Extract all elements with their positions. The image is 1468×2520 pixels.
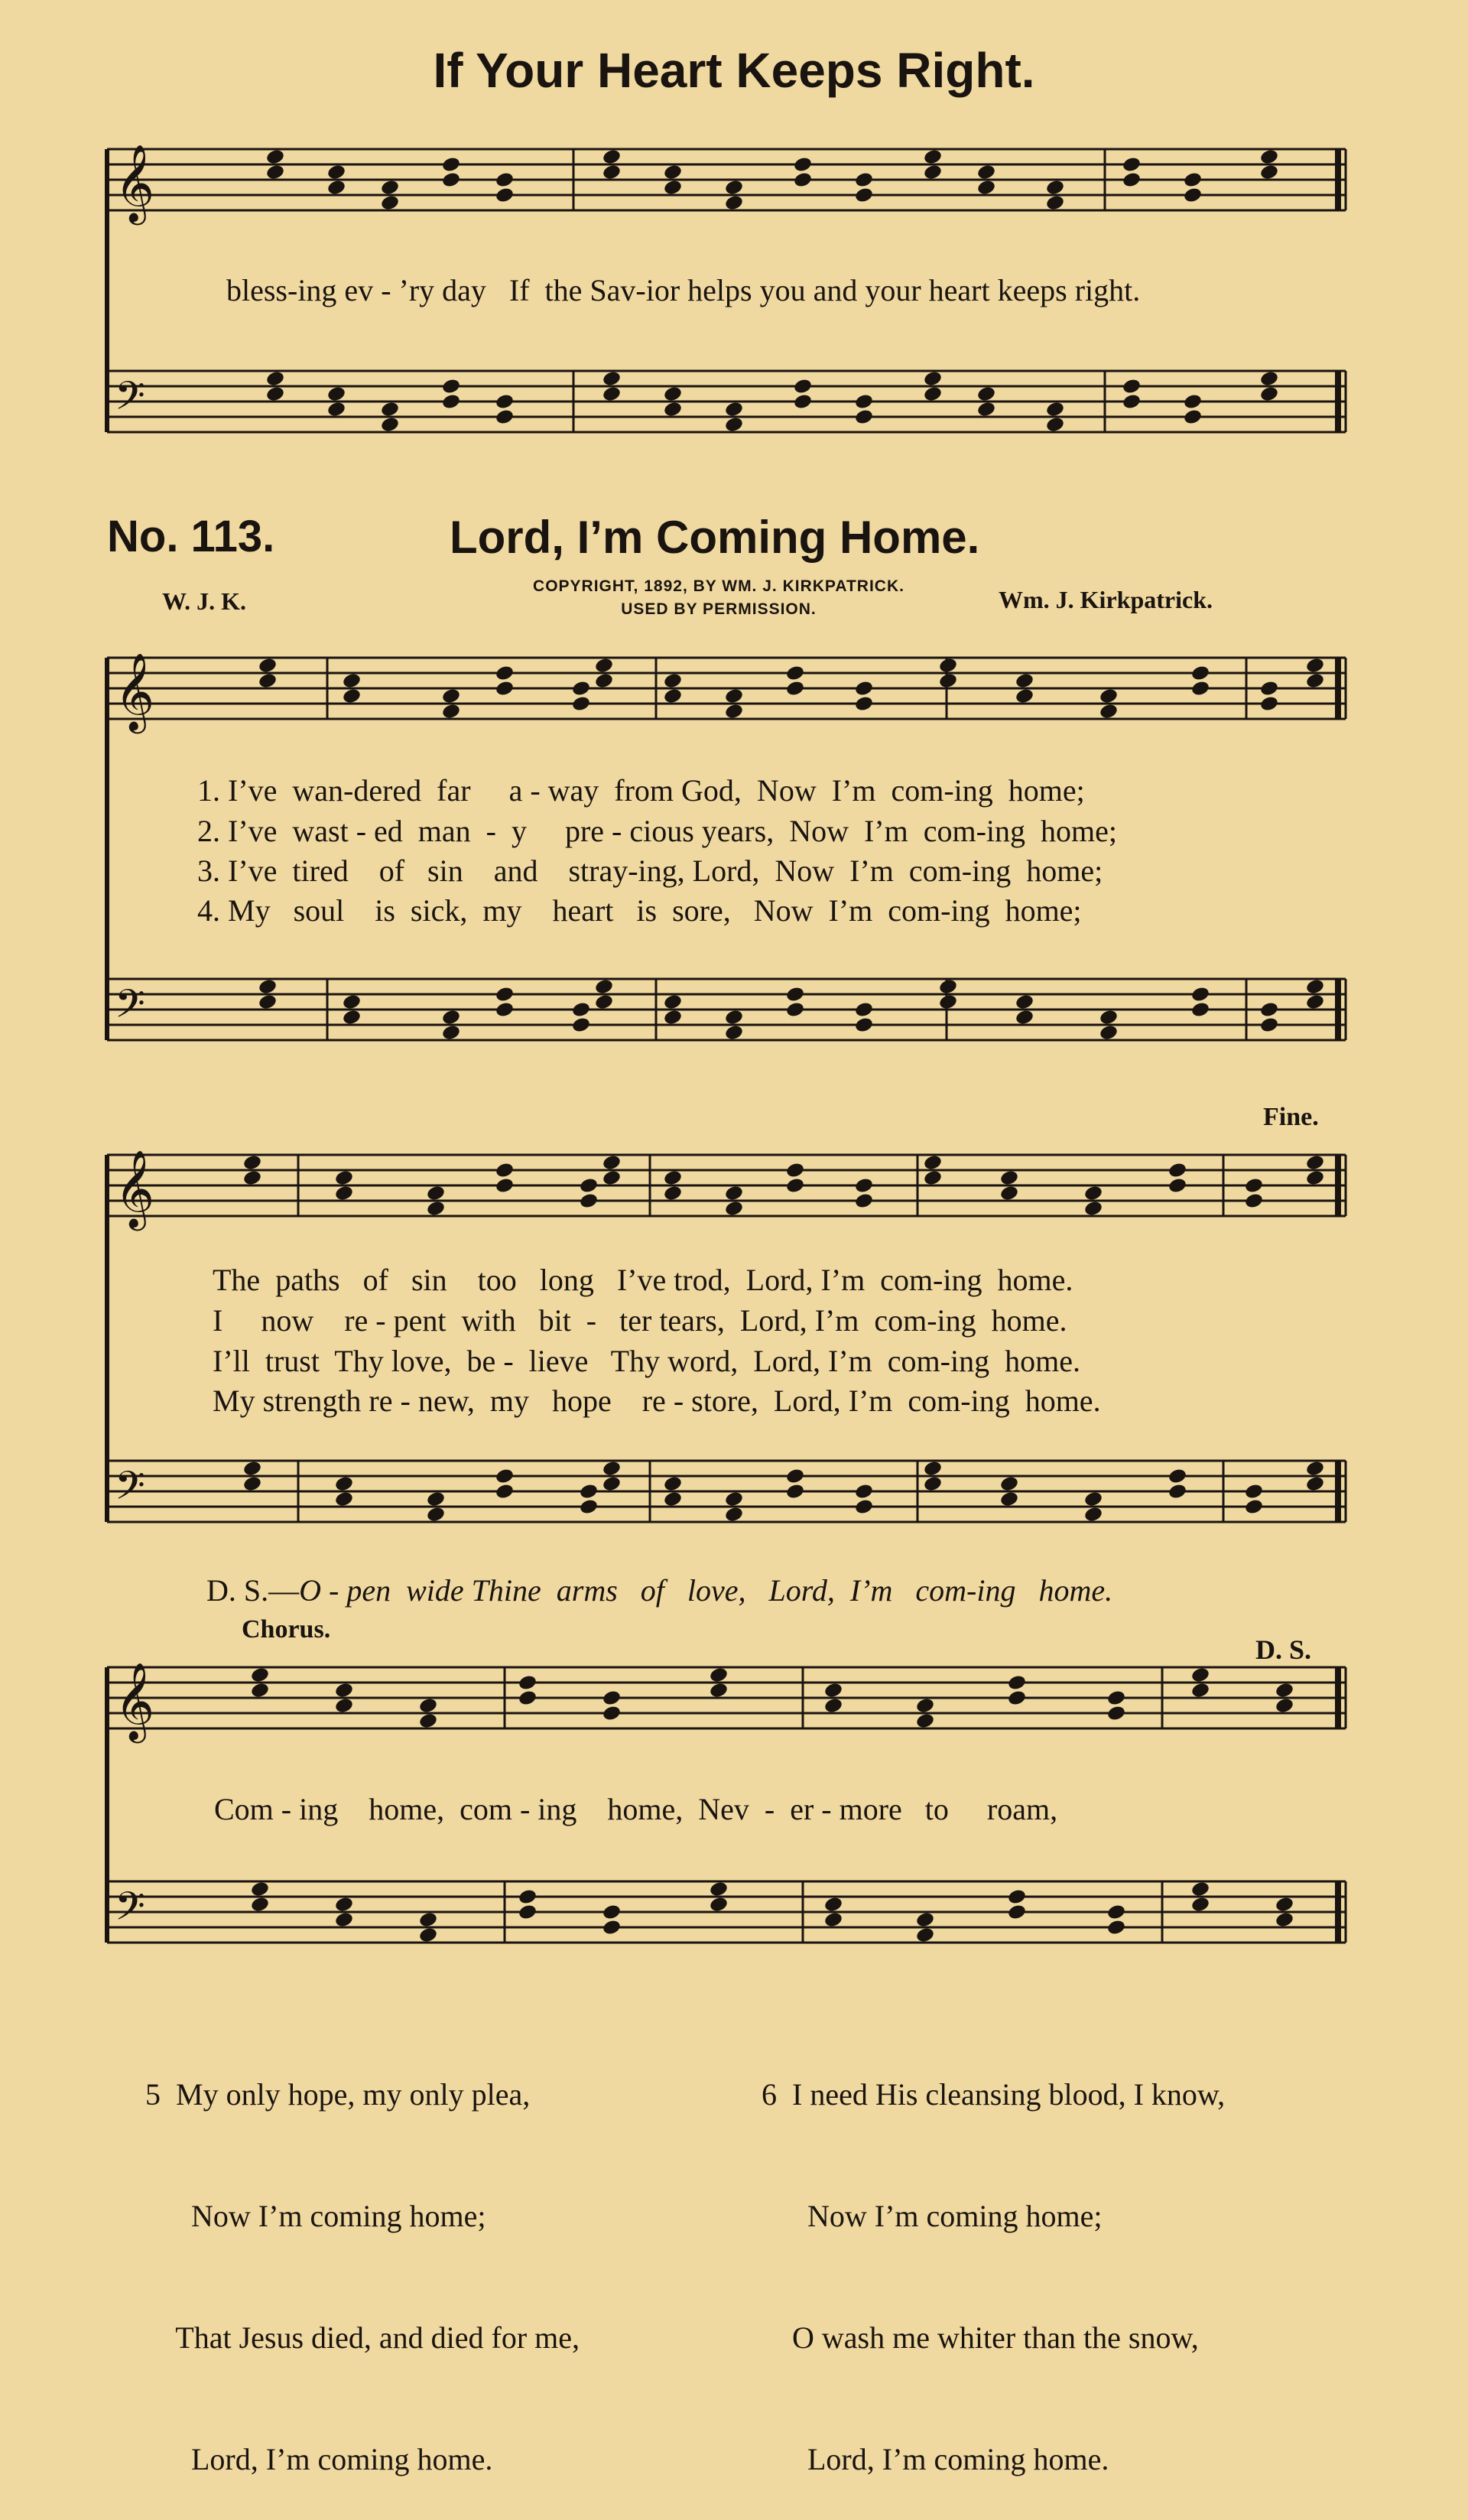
staff-system-2-bass-notehead	[854, 1001, 874, 1019]
staff-system-2-treble-notehead	[258, 672, 278, 690]
staff-system-1-treble-notehead	[663, 179, 683, 197]
staff-system-3-treble-notehead	[1168, 1162, 1187, 1179]
staff-system-1-bass-notehead	[495, 408, 515, 426]
staff-system-2-bass-notehead	[1015, 993, 1034, 1011]
verse-5-line: That Jesus died, and died for me,	[145, 2320, 580, 2355]
staff-system-1-treble-notehead	[380, 194, 400, 212]
staff-system-2-treble-notehead	[594, 657, 614, 675]
staff-system-1-treble-notehead	[265, 164, 285, 181]
staff-system-2-bass-notehead	[1099, 1024, 1119, 1042]
staff-system-1-treble-notehead	[326, 164, 346, 181]
staff-system-3-bass-notehead	[785, 1483, 805, 1501]
staff-system-2-bass-notehead	[938, 978, 958, 996]
staff-system-3-bass-notehead	[724, 1491, 744, 1508]
staff-system-2-treble-notehead	[1015, 672, 1034, 690]
staff-system-3-bass-clef: 𝄢	[115, 1462, 145, 1518]
staff-system-2-treble-notehead	[724, 688, 744, 705]
staff-system-1-treble-notehead	[495, 171, 515, 189]
staff-system-4-treble-notehead	[915, 1697, 935, 1715]
staff-system-2-treble-notehead	[1259, 680, 1279, 697]
ds-prefix: D. S.—	[206, 1573, 300, 1608]
staff-system-3-bass-notehead	[1244, 1483, 1264, 1501]
staff-system-1-treble-notehead	[1259, 148, 1279, 166]
staff-system-1-treble-notehead	[923, 148, 943, 166]
staff-system-1-treble-notehead	[793, 171, 813, 189]
staff-system-4-bass-notehead	[1007, 1888, 1027, 1906]
staff-system-4-bass-notehead	[418, 1911, 438, 1929]
staff-system-3-bass-notehead	[242, 1475, 262, 1493]
staff-system-2-treble-notehead	[1099, 703, 1119, 720]
staff-system-2-bass-notehead	[258, 978, 278, 996]
staff-system-4-bass-notehead	[823, 1911, 843, 1929]
staff-system-2-treble-notehead	[785, 665, 805, 682]
staff-system-1-treble-notehead	[976, 164, 996, 181]
staff-system-4-bass-notehead	[709, 1881, 729, 1898]
staff-system-1-bass-notehead	[265, 385, 285, 403]
staff-system-3-treble-notehead	[579, 1177, 599, 1195]
staff-system-1-treble-notehead	[380, 179, 400, 197]
staff-system-4-treble-notehead	[823, 1682, 843, 1699]
staff-system-1-treble-notehead	[441, 171, 461, 189]
staff-system-1-bass-notehead	[923, 370, 943, 388]
staff-system-3-bass-notehead	[663, 1475, 683, 1493]
staff-system-1-treble-notehead	[923, 164, 943, 181]
staff-system-2-treble-notehead	[663, 672, 683, 690]
fine-label: Fine.	[1263, 1103, 1319, 1131]
verse-6-line: Lord, I’m coming home.	[762, 2442, 1109, 2476]
staff-system-2-treble-clef: 𝄞	[115, 652, 155, 730]
staff-system-1-bass-notehead	[441, 378, 461, 395]
staff-system-4-bass-notehead	[915, 1927, 935, 1944]
verse-5-line: Now I’m coming home;	[145, 2199, 486, 2233]
staff-system-1-bass-notehead	[1183, 393, 1203, 411]
staff-system-2-bass-notehead	[1259, 1016, 1279, 1034]
staff-system-1-treble-notehead	[265, 148, 285, 166]
staff-system-2-treble-notehead	[571, 695, 591, 713]
lyric-verse4-line2: My strength re - new, my hope re - store, Lord, I’m com-ing home.	[213, 1384, 1101, 1418]
staff-system-1-bass-clef: 𝄢	[115, 372, 145, 428]
staff-system-3-bass-notehead	[242, 1460, 262, 1478]
staff-system-3-bass-notehead	[1305, 1460, 1325, 1478]
staff-system-3-treble-notehead	[242, 1169, 262, 1187]
staff-system-3-bass-notehead	[334, 1475, 354, 1493]
staff-system-1-bass-notehead	[663, 401, 683, 418]
staff-system-2-bass-notehead	[342, 993, 362, 1011]
staff-system-2-bass-notehead	[571, 1001, 591, 1019]
staff-system-4-treble-notehead	[602, 1705, 622, 1722]
staff-system-3-bass-notehead	[602, 1460, 622, 1478]
staff-system-3-treble-notehead	[785, 1177, 805, 1195]
staff-system-3-treble-notehead	[426, 1200, 446, 1218]
staff-system-2-bass-notehead	[594, 978, 614, 996]
lyric-verse2-line2: I now re - pent with bit - ter tears, Lord, I’m com-ing home.	[213, 1303, 1067, 1338]
staff-system-1-bass-notehead	[976, 401, 996, 418]
staff-system-2-treble-notehead	[342, 672, 362, 690]
staff-system-3-treble-notehead	[663, 1185, 683, 1202]
staff-system-1-bass-notehead	[1259, 385, 1279, 403]
staff-system-3-treble-notehead	[923, 1169, 943, 1187]
lyric-verse4-line1: 4. My soul is sick, my heart is sore, Now I’m com-ing home;	[197, 893, 1082, 928]
staff-system-3-treble-notehead	[999, 1185, 1019, 1202]
staff-system-1-bass-notehead	[854, 393, 874, 411]
staff-system-4-bass-notehead	[602, 1919, 622, 1936]
staff-system-4-bass-notehead	[518, 1904, 538, 1921]
staff-system-4-bass-notehead	[1275, 1896, 1294, 1914]
staff-system-3-treble-notehead	[334, 1169, 354, 1187]
staff-system-1-bass-notehead	[380, 401, 400, 418]
staff-system-2-treble-notehead	[938, 672, 958, 690]
staff-system-1-bass-notehead	[1122, 378, 1142, 395]
staff-system-2-treble-notehead	[495, 680, 515, 697]
staff-system-2-treble-notehead	[1190, 665, 1210, 682]
staff-system-2-treble-notehead	[1015, 688, 1034, 705]
verse-5-line: Lord, I’m coming home.	[145, 2442, 493, 2476]
staff-system-1-bass-notehead	[380, 416, 400, 434]
staff-system-2-treble-notehead	[1259, 695, 1279, 713]
staff-system-3-bass-notehead	[999, 1475, 1019, 1493]
staff-system-3-treble-notehead	[334, 1185, 354, 1202]
ds-lyric-text: O - pen wide Thine arms of love, Lord, I’m com-ing home.	[299, 1573, 1113, 1608]
staff-system-4-bass-notehead	[1190, 1896, 1210, 1914]
staff-system-4-bass-notehead	[709, 1896, 729, 1914]
staff-system-2-treble-notehead	[571, 680, 591, 697]
staff-system-3-treble-notehead	[923, 1154, 943, 1172]
staff-system-2-bass-notehead	[724, 1024, 744, 1042]
staff-system-1-bass-notehead	[923, 385, 943, 403]
staff-system-1-bass-notehead	[326, 401, 346, 418]
verse-5-line: 5 My only hope, my only plea,	[145, 2077, 531, 2112]
staff-system-4-treble-notehead	[250, 1682, 270, 1699]
staff-system-2-bass-notehead	[1190, 986, 1210, 1003]
staff-system-4-bass-notehead	[915, 1911, 935, 1929]
staff-system-1-bass-notehead	[663, 385, 683, 403]
lyric-verse1-line1: 1. I’ve wan-dered far a - way from God, Now I’m com-ing home;	[197, 773, 1085, 808]
staff-system-4-treble-notehead	[1007, 1674, 1027, 1692]
staff-system-4-bass-notehead	[1275, 1911, 1294, 1929]
staff-system-2-bass-notehead	[258, 993, 278, 1011]
staff-system-3-treble-notehead	[724, 1185, 744, 1202]
staff-system-4-treble-notehead	[1275, 1682, 1294, 1699]
staff-system-4-bass-notehead	[1106, 1919, 1126, 1936]
lyric-verse3-line1: 3. I’ve tired of sin and stray-ing, Lord, Now I’m com-ing home;	[197, 854, 1103, 888]
staff-system-1-treble-notehead	[1183, 187, 1203, 204]
staff-system-3-treble-notehead	[1083, 1185, 1103, 1202]
staff-system-1-bass-notehead	[602, 370, 622, 388]
staff-system-3-bass-notehead	[923, 1475, 943, 1493]
staff-system-3-treble-notehead	[1305, 1169, 1325, 1187]
staff-system-4-treble-notehead	[1190, 1666, 1210, 1684]
chorus-label: Chorus.	[242, 1615, 331, 1644]
staff-system-2-bass-notehead	[1015, 1009, 1034, 1026]
staff-system-3-treble-notehead	[785, 1162, 805, 1179]
ds-label: D. S.	[1255, 1634, 1312, 1665]
staff-system-2-bass-notehead	[594, 993, 614, 1011]
staff-system-2-treble-notehead	[724, 703, 744, 720]
staff-system-2-bass-notehead	[938, 993, 958, 1011]
staff-system-4-treble-clef: 𝄞	[115, 1661, 155, 1740]
staff-system-1-bass-notehead	[326, 385, 346, 403]
staff-system-3-bass-notehead	[579, 1498, 599, 1516]
staff-system-2-treble-notehead	[1190, 680, 1210, 697]
staff-system-1-bass-notehead	[724, 401, 744, 418]
staff-system-4-treble-notehead	[823, 1697, 843, 1715]
staff-system-1-bass-notehead	[1183, 408, 1203, 426]
staff-system-4-treble-notehead	[518, 1689, 538, 1707]
staff-system-3-bass-notehead	[923, 1460, 943, 1478]
staff-system-1-treble-notehead	[602, 148, 622, 166]
copyright-line-1: COPYRIGHT, 1892, BY WM. J. KIRKPATRICK.	[533, 577, 905, 595]
staff-system-1-bass-notehead	[1259, 370, 1279, 388]
staff-system-4-treble-notehead	[1007, 1689, 1027, 1707]
staff-system-2-treble-notehead	[854, 680, 874, 697]
staff-system-3-bass-notehead	[579, 1483, 599, 1501]
staff-system-3-treble-notehead	[999, 1169, 1019, 1187]
staff-system-4-bass-notehead	[1190, 1881, 1210, 1898]
chorus-lyrics: Com - ing home, com - ing home, Nev - er - more to roam,	[214, 1792, 1058, 1826]
staff-system-3-treble-notehead	[1244, 1177, 1264, 1195]
staff-system-2-bass-notehead	[1305, 978, 1325, 996]
hymn-title: Lord, I’m Coming Home.	[450, 512, 980, 563]
staff-system-3-treble-notehead	[426, 1185, 446, 1202]
staff-system-3-bass-notehead	[1083, 1491, 1103, 1508]
staff-system-2-bass-notehead	[1259, 1001, 1279, 1019]
staff-system-1-treble-notehead	[1259, 164, 1279, 181]
staff-system-3-bass-notehead	[495, 1483, 515, 1501]
staff-system-1-bass-notehead	[495, 393, 515, 411]
staff-system-2-treble-notehead	[342, 688, 362, 705]
staff-system-4-treble-notehead	[709, 1682, 729, 1699]
staff-system-1-bass-notehead	[793, 393, 813, 411]
staff-system-1-treble-notehead	[724, 194, 744, 212]
staff-system-2-bass-notehead	[663, 993, 683, 1011]
staff-system-2-treble-notehead	[594, 672, 614, 690]
staff-system-2-treble-notehead	[663, 688, 683, 705]
staff-system-4-bass-notehead	[518, 1888, 538, 1906]
staff-system-3-bass-notehead	[334, 1491, 354, 1508]
staff-system-3-bass-notehead	[1168, 1483, 1187, 1501]
staff-system-1-bass-notehead	[602, 385, 622, 403]
staff-system-1-treble-notehead	[602, 164, 622, 181]
staff-system-1-treble-notehead	[663, 164, 683, 181]
staff-system-3-treble-notehead	[1168, 1177, 1187, 1195]
staff-system-3-treble-notehead	[602, 1154, 622, 1172]
staff-system-3-bass-notehead	[1083, 1506, 1103, 1523]
staff-system-1-bass-notehead	[265, 370, 285, 388]
staff-system-2-bass-notehead	[571, 1016, 591, 1034]
staff-system-3-bass-notehead	[426, 1491, 446, 1508]
staff-system-3-bass-notehead	[495, 1468, 515, 1485]
previous-hymn-lyrics: bless-ing ev - ’ry day If the Sav-ior helps you and your heart keeps right.	[226, 273, 1141, 307]
staff-system-3-treble-clef: 𝄞	[115, 1149, 155, 1227]
staff-system-2-bass-notehead	[1190, 1001, 1210, 1019]
staff-system-4-treble-notehead	[1106, 1689, 1126, 1707]
lyric-verse1-line2: The paths of sin too long I’ve trod, Lord, I’m com-ing home.	[213, 1263, 1073, 1297]
staff-system-4-treble-notehead	[602, 1689, 622, 1707]
staff-system-2-treble-notehead	[1099, 688, 1119, 705]
staff-system-1-treble-notehead	[1045, 179, 1065, 197]
staff-system-4-treble-notehead	[334, 1682, 354, 1699]
lyric-verse3-line2: I’ll trust Thy love, be - lieve Thy word, Lord, I’m com-ing home.	[213, 1344, 1080, 1378]
staff-system-3-treble-notehead	[663, 1169, 683, 1187]
staff-system-3-bass-notehead	[602, 1475, 622, 1493]
words-by: W. J. K.	[162, 587, 246, 615]
staff-system-1-bass-notehead	[1045, 416, 1065, 434]
staff-system-3-bass-notehead	[426, 1506, 446, 1523]
verse-6	[762, 1993, 1225, 2520]
staff-system-2-bass-notehead	[785, 1001, 805, 1019]
staff-system-2-bass-notehead	[495, 986, 515, 1003]
staff-system-1-treble-notehead	[724, 179, 744, 197]
staff-system-3-treble-notehead	[1244, 1192, 1264, 1210]
staff-system-3-bass-notehead	[999, 1491, 1019, 1508]
staff-system-2-treble-notehead	[495, 665, 515, 682]
staff-system-3-treble-notehead	[579, 1192, 599, 1210]
staff-system-4-bass-clef: 𝄢	[115, 1883, 145, 1939]
staff-system-1-bass-notehead	[441, 393, 461, 411]
verse-5	[145, 1993, 580, 2520]
hymn-number: No. 113.	[107, 512, 275, 561]
staff-system-3-bass-notehead	[1168, 1468, 1187, 1485]
copyright-line-2: USED BY PERMISSION.	[621, 600, 817, 618]
staff-system-2-bass-notehead	[1305, 993, 1325, 1011]
staff-system-1-bass-notehead	[854, 408, 874, 426]
staff-system-1-bass-notehead	[1122, 393, 1142, 411]
staff-system-1-treble-clef: 𝄞	[115, 143, 155, 222]
staff-system-1-treble-notehead	[793, 156, 813, 174]
staff-system-2-bass-notehead	[663, 1009, 683, 1026]
staff-system-3-bass-notehead	[785, 1468, 805, 1485]
staff-system-1-bass-notehead	[724, 416, 744, 434]
staff-system-2-bass-notehead	[441, 1024, 461, 1042]
staff-system-3-treble-notehead	[495, 1162, 515, 1179]
staff-system-4-treble-notehead	[1190, 1682, 1210, 1699]
staff-system-2-treble-notehead	[1305, 672, 1325, 690]
staff-system-2-treble-notehead	[938, 657, 958, 675]
staff-system-4-bass-notehead	[250, 1896, 270, 1914]
staff-system-1-treble-notehead	[854, 187, 874, 204]
staff-system-4-bass-notehead	[250, 1881, 270, 1898]
staff-system-2-bass-notehead	[441, 1009, 461, 1026]
staff-system-2-bass-notehead	[342, 1009, 362, 1026]
staff-system-2-treble-notehead	[441, 688, 461, 705]
verse-6-line: O wash me whiter than the snow,	[762, 2320, 1199, 2355]
staff-system-4-bass-notehead	[418, 1927, 438, 1944]
staff-system-1-treble-notehead	[441, 156, 461, 174]
staff-system-3-bass-notehead	[1305, 1475, 1325, 1493]
staff-system-2-bass-clef: 𝄢	[115, 980, 145, 1036]
staff-system-3-treble-notehead	[242, 1154, 262, 1172]
staff-system-4-treble-notehead	[518, 1674, 538, 1692]
staff-system-2-bass-notehead	[495, 1001, 515, 1019]
staff-system-4-treble-notehead	[418, 1712, 438, 1730]
staff-system-1-bass-notehead	[793, 378, 813, 395]
composer: Wm. J. Kirkpatrick.	[999, 586, 1213, 613]
staff-system-2-treble-notehead	[441, 703, 461, 720]
staff-system-3-treble-notehead	[602, 1169, 622, 1187]
staff-system-3-bass-notehead	[663, 1491, 683, 1508]
staff-system-2-treble-notehead	[854, 695, 874, 713]
staff-system-3-bass-notehead	[724, 1506, 744, 1523]
copyright-notice	[428, 575, 1009, 621]
staff-system-3-treble-notehead	[854, 1177, 874, 1195]
staff-system-2-bass-notehead	[854, 1016, 874, 1034]
staff-system-3-treble-notehead	[724, 1200, 744, 1218]
staff-system-3-treble-notehead	[495, 1177, 515, 1195]
ds-lyric-line	[206, 1572, 1112, 1608]
staff-system-1-treble-notehead	[1183, 171, 1203, 189]
staff-system-4-treble-notehead	[334, 1697, 354, 1715]
verse-6-line: Now I’m coming home;	[762, 2199, 1103, 2233]
staff-system-2-bass-notehead	[724, 1009, 744, 1026]
staff-system-1-treble-notehead	[976, 179, 996, 197]
staff-system-4-bass-notehead	[1106, 1904, 1126, 1921]
staff-system-3-bass-notehead	[854, 1483, 874, 1501]
staff-system-3-treble-notehead	[1305, 1154, 1325, 1172]
staff-system-4-treble-notehead	[915, 1712, 935, 1730]
staff-system-1-bass-notehead	[1045, 401, 1065, 418]
staff-system-2-bass-notehead	[1099, 1009, 1119, 1026]
staff-system-1-treble-notehead	[495, 187, 515, 204]
staff-system-1-bass-notehead	[976, 385, 996, 403]
previous-hymn-title: If Your Heart Keeps Right.	[433, 43, 1035, 98]
staff-system-4-treble-notehead	[250, 1666, 270, 1684]
staff-system-4-treble-notehead	[709, 1666, 729, 1684]
staff-system-1-treble-notehead	[1122, 171, 1142, 189]
lyric-verse2-line1: 2. I’ve wast - ed man - y pre - cious years, Now I’m com-ing home;	[197, 814, 1118, 848]
staff-system-3-bass-notehead	[854, 1498, 874, 1516]
staff-system-4-bass-notehead	[334, 1896, 354, 1914]
staff-system-2-treble-notehead	[1305, 657, 1325, 675]
staff-system-1-treble-notehead	[1122, 156, 1142, 174]
staff-system-3-treble-notehead	[1083, 1200, 1103, 1218]
staff-system-1-treble-notehead	[1045, 194, 1065, 212]
verse-6-line: 6 I need His cleansing blood, I know,	[762, 2077, 1226, 2112]
staff-system-3-bass-notehead	[1244, 1498, 1264, 1516]
staff-system-4-bass-notehead	[823, 1896, 843, 1914]
staff-system-2-bass-notehead	[785, 986, 805, 1003]
staff-system-2-treble-notehead	[785, 680, 805, 697]
staff-system-4-treble-notehead	[1106, 1705, 1126, 1722]
staff-system-4-bass-notehead	[334, 1911, 354, 1929]
staff-system-4-bass-notehead	[1007, 1904, 1027, 1921]
staff-system-3-treble-notehead	[854, 1192, 874, 1210]
staff-system-4-bass-notehead	[602, 1904, 622, 1921]
staff-system-2-treble-notehead	[258, 657, 278, 675]
staff-system-4-treble-notehead	[418, 1697, 438, 1715]
staff-system-1-treble-notehead	[326, 179, 346, 197]
staff-system-4-treble-notehead	[1275, 1697, 1294, 1715]
staff-system-1-treble-notehead	[854, 171, 874, 189]
